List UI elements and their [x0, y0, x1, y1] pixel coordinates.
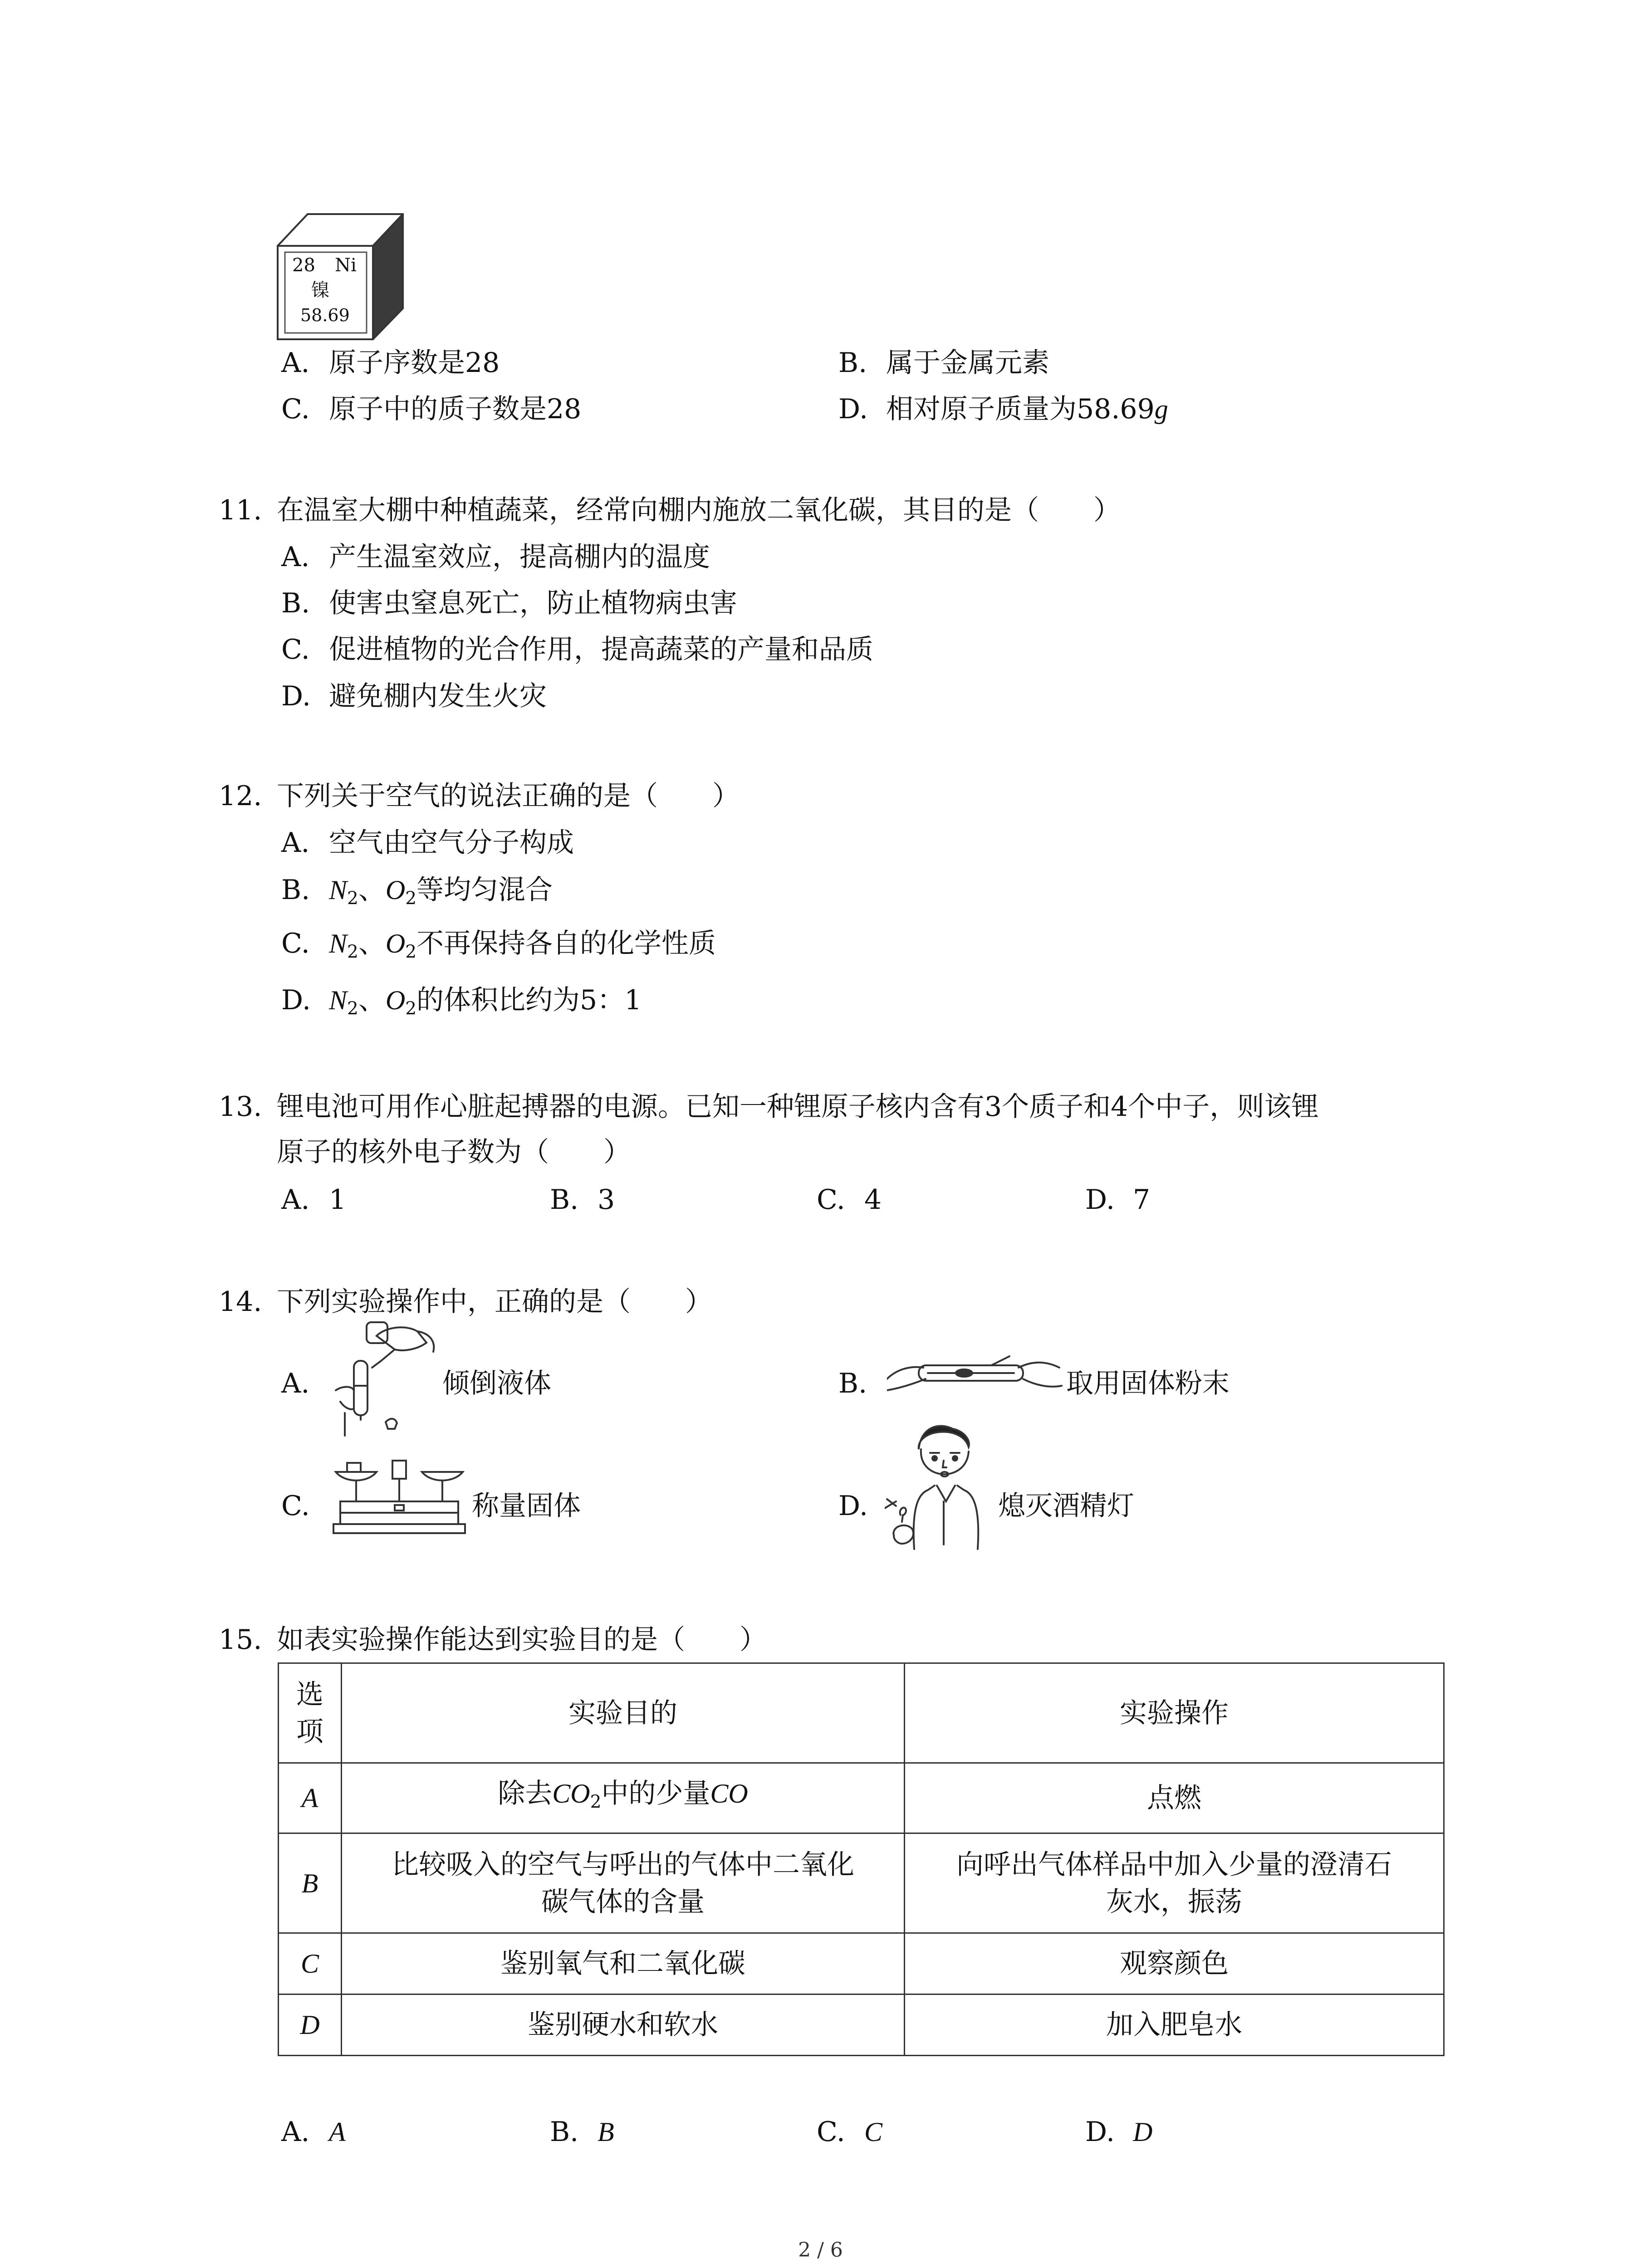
- element-mass: 58.69: [300, 305, 350, 325]
- powder-transfer-illustration: [887, 1347, 1064, 1406]
- q11-option-d: D. 避免棚内发生火灾: [281, 680, 547, 712]
- q12-number: 12.: [219, 780, 262, 812]
- q11-number: 11.: [219, 494, 262, 526]
- q13-stem-line1: 锂电池可用作心脏起搏器的电源。已知一种锂原子核内含有3个质子和4个中子，则该锂: [277, 1091, 1319, 1123]
- q14-option-a-label: A.: [281, 1368, 310, 1399]
- q14-option-b-label: B.: [838, 1368, 867, 1399]
- element-name: 镍: [311, 280, 329, 301]
- element-atomic-number: 28: [292, 255, 315, 276]
- q15-option-a: A. A: [281, 2116, 346, 2148]
- row-aim: 比较吸入的空气与呼出的气体中二氧化 碳气体的含量: [342, 1833, 905, 1933]
- q11-option-b: B. 使害虫窒息死亡，防止植物病虫害: [281, 587, 737, 619]
- q10-option-d: D. 相对原子质量为58.69g: [838, 393, 1168, 425]
- boy-blowing-lamp-illustration: [885, 1422, 998, 1558]
- nickel-element-tile: [277, 213, 404, 340]
- q13-number: 13.: [219, 1091, 262, 1123]
- q14-stem: 下列实验操作中，正确的是（ ）: [277, 1286, 712, 1318]
- q11-option-a: A. 产生温室效应，提高棚内的温度: [281, 541, 710, 573]
- q14-option-a-text: 倾倒液体: [442, 1368, 551, 1399]
- header-option: 选 项: [279, 1663, 342, 1763]
- element-symbol: Ni: [335, 255, 357, 276]
- row-aim: 鉴别硬水和软水: [342, 1994, 905, 2056]
- q15-number: 15.: [219, 1624, 262, 1656]
- table-row: [279, 1833, 1444, 1933]
- q10-option-b: B. 属于金属元素: [838, 347, 1049, 379]
- q14-number: 14.: [219, 1286, 262, 1318]
- q15-option-d: D. D: [1085, 2116, 1153, 2148]
- q13-option-a: A. 1: [281, 1184, 347, 1216]
- q12-option-c: C. $N_2$、$O_2$不再保持各自的化学性质: [281, 928, 716, 963]
- balance-scale-illustration: [327, 1452, 472, 1542]
- row-option: D: [279, 1994, 342, 2056]
- q12-option-d: D. $N_2$、$O_2$的体积比约为5：1: [281, 984, 642, 1019]
- row-aim: 鉴别氧气和二氧化碳: [342, 1933, 905, 1994]
- row-operation: 向呼出气体样品中加入少量的澄清石 灰水，振荡: [905, 1833, 1444, 1933]
- q13-stem-line2: 原子的核外电子数为（ ）: [277, 1136, 631, 1168]
- q15-stem: 如表实验操作能达到实验目的是（ ）: [277, 1624, 767, 1656]
- q14-option-d-label: D.: [838, 1490, 868, 1522]
- q14-option-c-label: C.: [281, 1490, 310, 1522]
- q14-option-b-text: 取用固体粉末: [1066, 1368, 1230, 1399]
- q10-option-c: C. 原子中的质子数是28: [281, 393, 582, 425]
- q15-option-c: C. C: [817, 2116, 883, 2148]
- row-aim: 除去$CO_2$中的少量CO: [342, 1763, 905, 1833]
- header-aim: 实验目的: [342, 1663, 905, 1763]
- q13-option-b: B. 3: [550, 1184, 615, 1216]
- table-row: [279, 1763, 1444, 1833]
- header-operation: 实验操作: [905, 1663, 1444, 1763]
- row-operation: 加入肥皂水: [905, 1994, 1444, 2056]
- q11-stem: 在温室大棚中种植蔬菜，经常向棚内施放二氧化碳，其目的是（ ）: [277, 494, 1121, 526]
- row-operation: 点燃: [905, 1763, 1444, 1833]
- table-row: [279, 1933, 1444, 1994]
- q14-option-d-text: 熄灭酒精灯: [998, 1490, 1134, 1522]
- row-option: C: [279, 1933, 342, 1994]
- q13-option-c: C. 4: [817, 1184, 882, 1216]
- q12-option-a: A. 空气由空气分子构成: [281, 827, 574, 859]
- row-operation: 观察颜色: [905, 1933, 1444, 1994]
- q12-stem: 下列关于空气的说法正确的是（ ）: [277, 780, 740, 812]
- q14-option-c-text: 称量固体: [472, 1490, 581, 1522]
- experiment-table: [278, 1662, 1445, 2056]
- page-number: 2 / 6: [798, 2239, 843, 2262]
- q12-option-b: B. $N_2$、$O_2$等均匀混合: [281, 874, 553, 909]
- table-row: [279, 1994, 1444, 2056]
- q10-option-a: A. 原子序数是28: [281, 347, 500, 379]
- q13-option-d: D. 7: [1085, 1184, 1151, 1216]
- row-option: A: [279, 1763, 342, 1833]
- q15-option-b: B. B: [550, 2116, 614, 2148]
- table-header-row: [279, 1663, 1444, 1763]
- pouring-liquid-illustration: [327, 1318, 440, 1440]
- row-option: B: [279, 1833, 342, 1933]
- q11-option-c: C. 促进植物的光合作用，提高蔬菜的产量和品质: [281, 634, 873, 665]
